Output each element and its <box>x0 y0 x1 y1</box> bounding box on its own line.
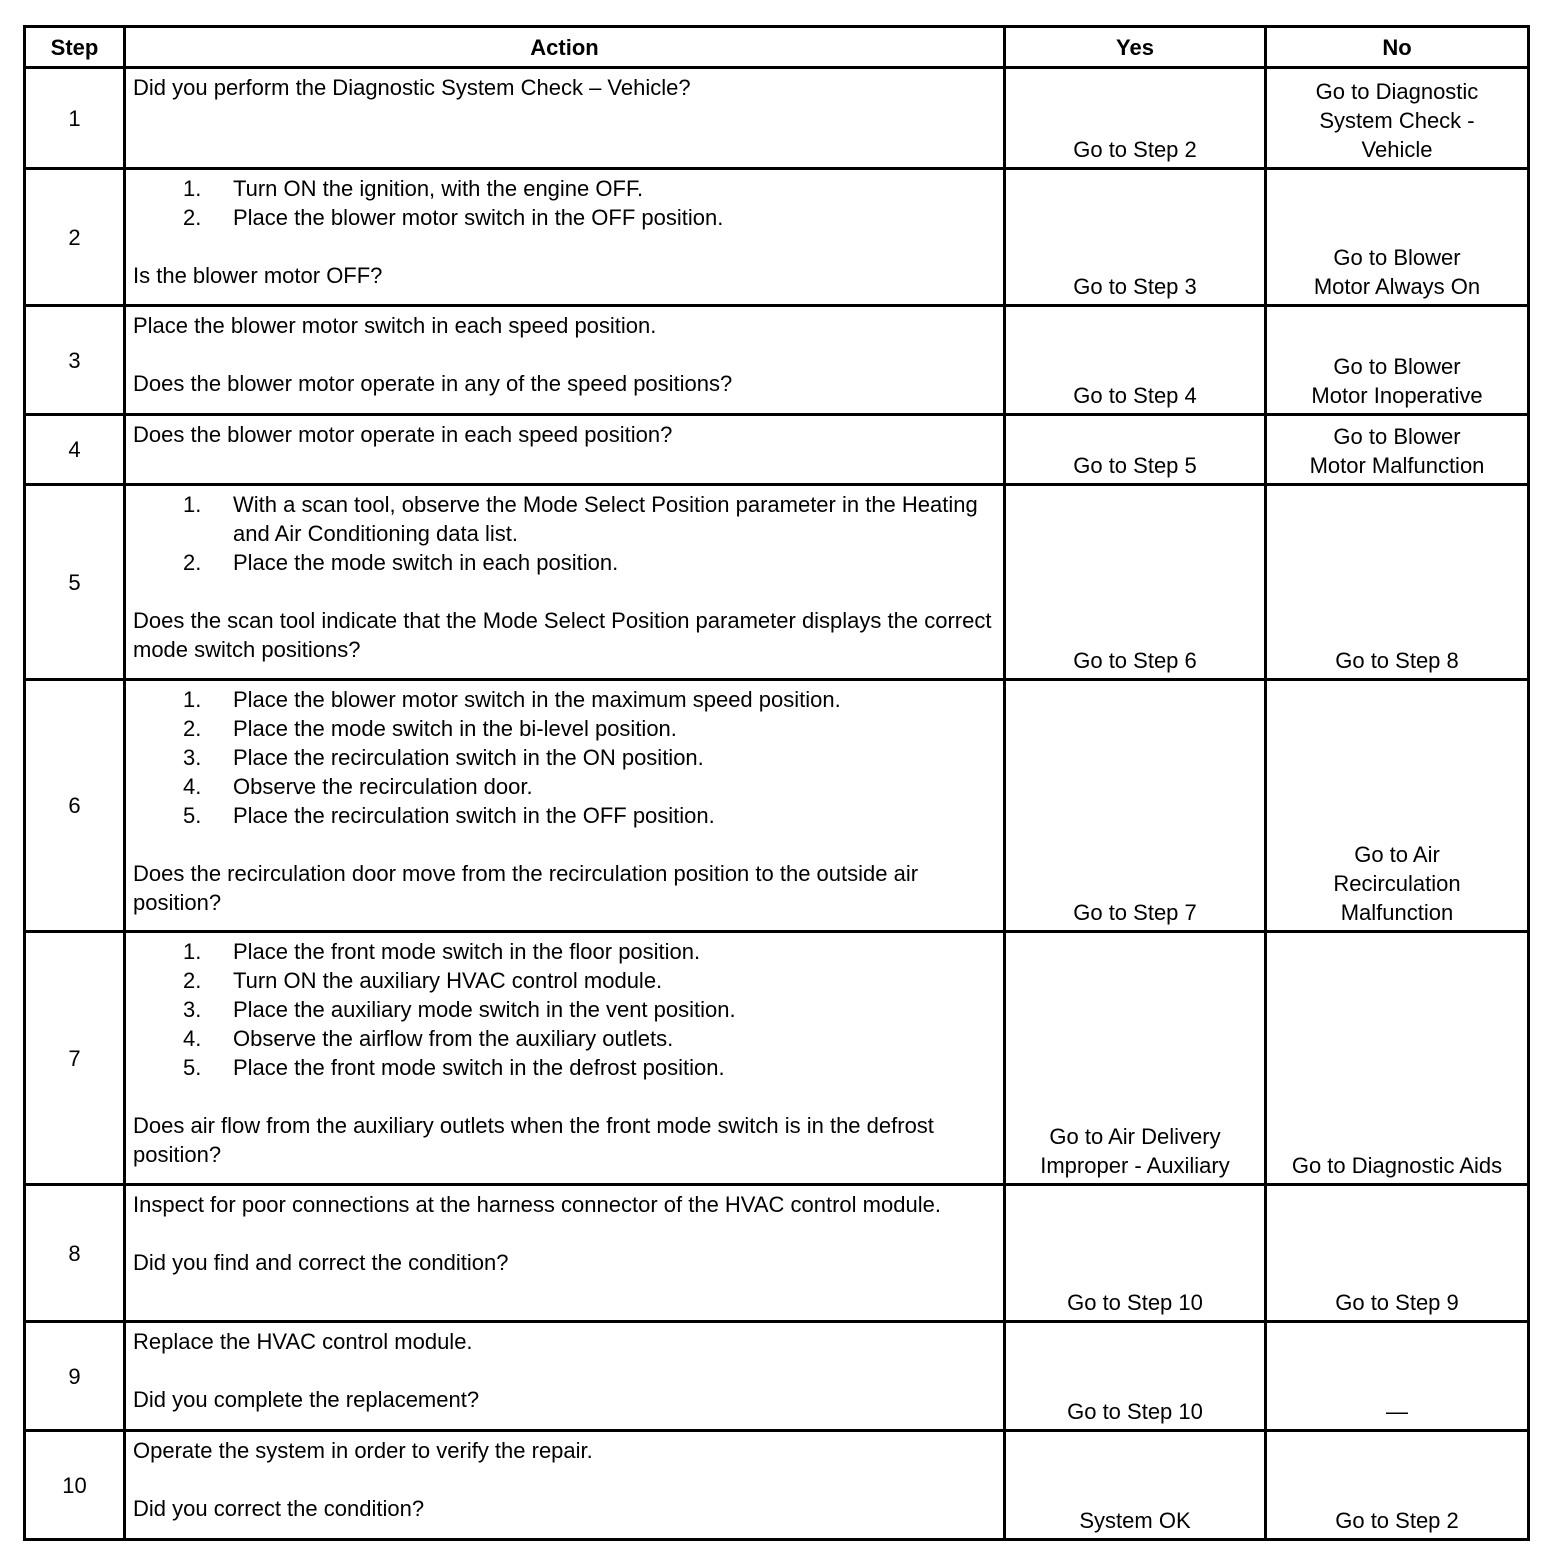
action-question: Did you find and correct the condition? <box>133 1250 509 1275</box>
diagnostic-table <box>23 25 1530 1541</box>
step-number: 7 <box>25 932 125 1185</box>
substep: Place the mode switch in the bi-level position. <box>233 716 677 741</box>
table-row <box>25 1185 1529 1322</box>
substep: Place the mode switch in each position. <box>233 550 619 575</box>
action-intro: Place the blower motor switch in each speed position. <box>133 313 657 338</box>
yes-cell: Go to Step 7 <box>1005 680 1266 932</box>
substep: Place the recirculation switch in the ON position. <box>233 745 704 770</box>
table-row <box>25 932 1529 1185</box>
step-number: 3 <box>25 306 125 415</box>
action-question: Does the recirculation door move from the recirculation position to the outside air position? <box>133 861 919 915</box>
table-row <box>25 169 1529 306</box>
step-number: 10 <box>25 1431 125 1540</box>
action-question: Did you complete the replacement? <box>133 1387 480 1412</box>
header-no: No <box>1266 27 1529 68</box>
no-cell: Go to Step 2 <box>1266 1431 1529 1540</box>
table-row <box>25 306 1529 415</box>
header-row <box>25 27 1529 68</box>
action-intro: Replace the HVAC control module. <box>133 1329 473 1354</box>
action-cell <box>125 68 1005 169</box>
no-cell: Go to Diagnostic System Check - Vehicle <box>1266 68 1529 169</box>
header-step: Step <box>25 27 125 68</box>
no-cell: Go to Step 8 <box>1266 485 1529 680</box>
substep-list <box>133 174 997 232</box>
yes-cell: Go to Step 2 <box>1005 68 1266 169</box>
action-question: Does the blower motor operate in each speed position? <box>133 422 673 447</box>
table-row <box>25 68 1529 169</box>
substep: Place the front mode switch in the floor position. <box>233 939 701 964</box>
no-cell: Go to Blower Motor Inoperative <box>1266 306 1529 415</box>
action-question: Does the blower motor operate in any of the speed positions? <box>133 371 733 396</box>
action-cell <box>125 932 1005 1185</box>
yes-cell: Go to Step 6 <box>1005 485 1266 680</box>
step-number: 4 <box>25 415 125 485</box>
action-cell <box>125 1185 1005 1322</box>
no-cell: Go to Blower Motor Malfunction <box>1266 415 1529 485</box>
action-cell <box>125 485 1005 680</box>
step-number: 2 <box>25 169 125 306</box>
table-row <box>25 485 1529 680</box>
action-question: Did you perform the Diagnostic System Check – Vehicle? <box>133 75 691 100</box>
no-cell: Go to Blower Motor Always On <box>1266 169 1529 306</box>
yes-cell: Go to Step 10 <box>1005 1322 1266 1431</box>
header-yes: Yes <box>1005 27 1266 68</box>
substep: Observe the recirculation door. <box>233 774 533 799</box>
yes-cell: Go to Air Delivery Improper - Auxiliary <box>1005 932 1266 1185</box>
step-number: 6 <box>25 680 125 932</box>
substep: With a scan tool, observe the Mode Select Position parameter in the Heating and Air Conditioning data list. <box>233 492 978 546</box>
substep: Observe the airflow from the auxiliary outlets. <box>233 1026 674 1051</box>
no-cell: Go to Step 9 <box>1266 1185 1529 1322</box>
step-number: 8 <box>25 1185 125 1322</box>
substep-list <box>133 937 997 1082</box>
table-row <box>25 680 1529 932</box>
yes-cell: Go to Step 5 <box>1005 415 1266 485</box>
action-cell <box>125 306 1005 415</box>
substep: Turn ON the auxiliary HVAC control module. <box>233 968 663 993</box>
table-row <box>25 1431 1529 1540</box>
yes-cell: Go to Step 4 <box>1005 306 1266 415</box>
substep-list <box>133 490 997 577</box>
step-number: 5 <box>25 485 125 680</box>
action-question: Is the blower motor OFF? <box>133 263 383 288</box>
substep: Place the recirculation switch in the OFF position. <box>233 803 715 828</box>
yes-cell: Go to Step 10 <box>1005 1185 1266 1322</box>
table-row <box>25 415 1529 485</box>
action-cell <box>125 415 1005 485</box>
action-intro: Inspect for poor connections at the harness connector of the HVAC control module. <box>133 1192 941 1217</box>
no-cell: — <box>1266 1322 1529 1431</box>
substep: Place the blower motor switch in the maximum speed position. <box>233 687 841 712</box>
table-row <box>25 1322 1529 1431</box>
step-number: 1 <box>25 68 125 169</box>
no-cell: Go to Air Recirculation Malfunction <box>1266 680 1529 932</box>
action-intro: Operate the system in order to verify the repair. <box>133 1438 593 1463</box>
substep: Turn ON the ignition, with the engine OFF. <box>233 176 644 201</box>
step-number: 9 <box>25 1322 125 1431</box>
action-cell <box>125 1431 1005 1540</box>
yes-cell: System OK <box>1005 1431 1266 1540</box>
action-question: Does air flow from the auxiliary outlets when the front mode switch is in the defrost position? <box>133 1113 934 1167</box>
substep-list <box>133 685 997 830</box>
header-action: Action <box>125 27 1005 68</box>
action-question: Does the scan tool indicate that the Mode Select Position parameter displays the correct mode switch positions? <box>133 608 992 662</box>
substep: Place the front mode switch in the defrost position. <box>233 1055 725 1080</box>
substep: Place the auxiliary mode switch in the vent position. <box>233 997 736 1022</box>
no-cell: Go to Diagnostic Aids <box>1266 932 1529 1185</box>
action-cell <box>125 680 1005 932</box>
action-cell <box>125 169 1005 306</box>
action-cell <box>125 1322 1005 1431</box>
yes-cell: Go to Step 3 <box>1005 169 1266 306</box>
substep: Place the blower motor switch in the OFF position. <box>233 205 724 230</box>
action-question: Did you correct the condition? <box>133 1496 425 1521</box>
